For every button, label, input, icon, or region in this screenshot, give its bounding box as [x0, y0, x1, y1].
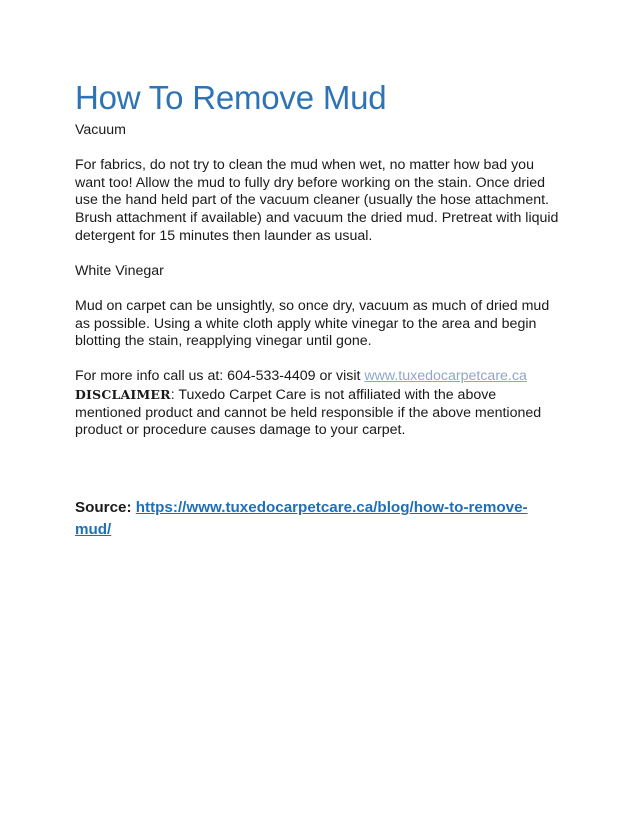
section-body-white-vinegar: Mud on carpet can be unsightly, so once dry, vacuum as much of dried mud as possible. Using a white cloth apply white vinegar to the area and begin blotting the stain, reapplying vinegar until gone.: [75, 297, 550, 350]
disclaimer-label: DISCLAIMER: [75, 386, 171, 402]
source-label: Source:: [75, 499, 136, 516]
document-content: [75, 78, 565, 440]
contact-line: [75, 368, 565, 386]
spacer: [75, 245, 565, 263]
disclaimer-paragraph: [75, 386, 565, 440]
page-title: How To Remove Mud: [75, 79, 387, 116]
disclaimer-text: : Tuxedo Carpet Care is not affiliated with the above mentioned product and cannot be held responsible if the above mentioned product or procedure causes damage to your carpet.: [75, 386, 542, 439]
spacer: [75, 351, 565, 369]
section-heading-white-vinegar: White Vinegar: [75, 262, 164, 279]
section-heading-vacuum: Vacuum: [75, 122, 126, 138]
contact-text: For more info call us at: 604-533-4409 or visit: [75, 368, 365, 385]
section-body-vacuum: For fabrics, do not try to clean the mud when wet, no matter how bad you want too! Allow the mud to fully dry before working on the stain. Once dried use the hand held part of the vacuum cleaner (usually the hose attachment. Brush attachment if available) and vacuum the dried mud. Pretreat with liquid detergent for 15 minutes then launder as usual.: [75, 157, 559, 244]
website-link[interactable]: www.tuxedocarpetcare.ca: [364, 368, 527, 385]
source-link[interactable]: https://www.tuxedocarpetcare.ca/blog/how-to-remove-mud/: [75, 499, 528, 538]
spacer: [75, 280, 565, 298]
source-line: [75, 497, 545, 541]
spacer: [75, 140, 565, 158]
